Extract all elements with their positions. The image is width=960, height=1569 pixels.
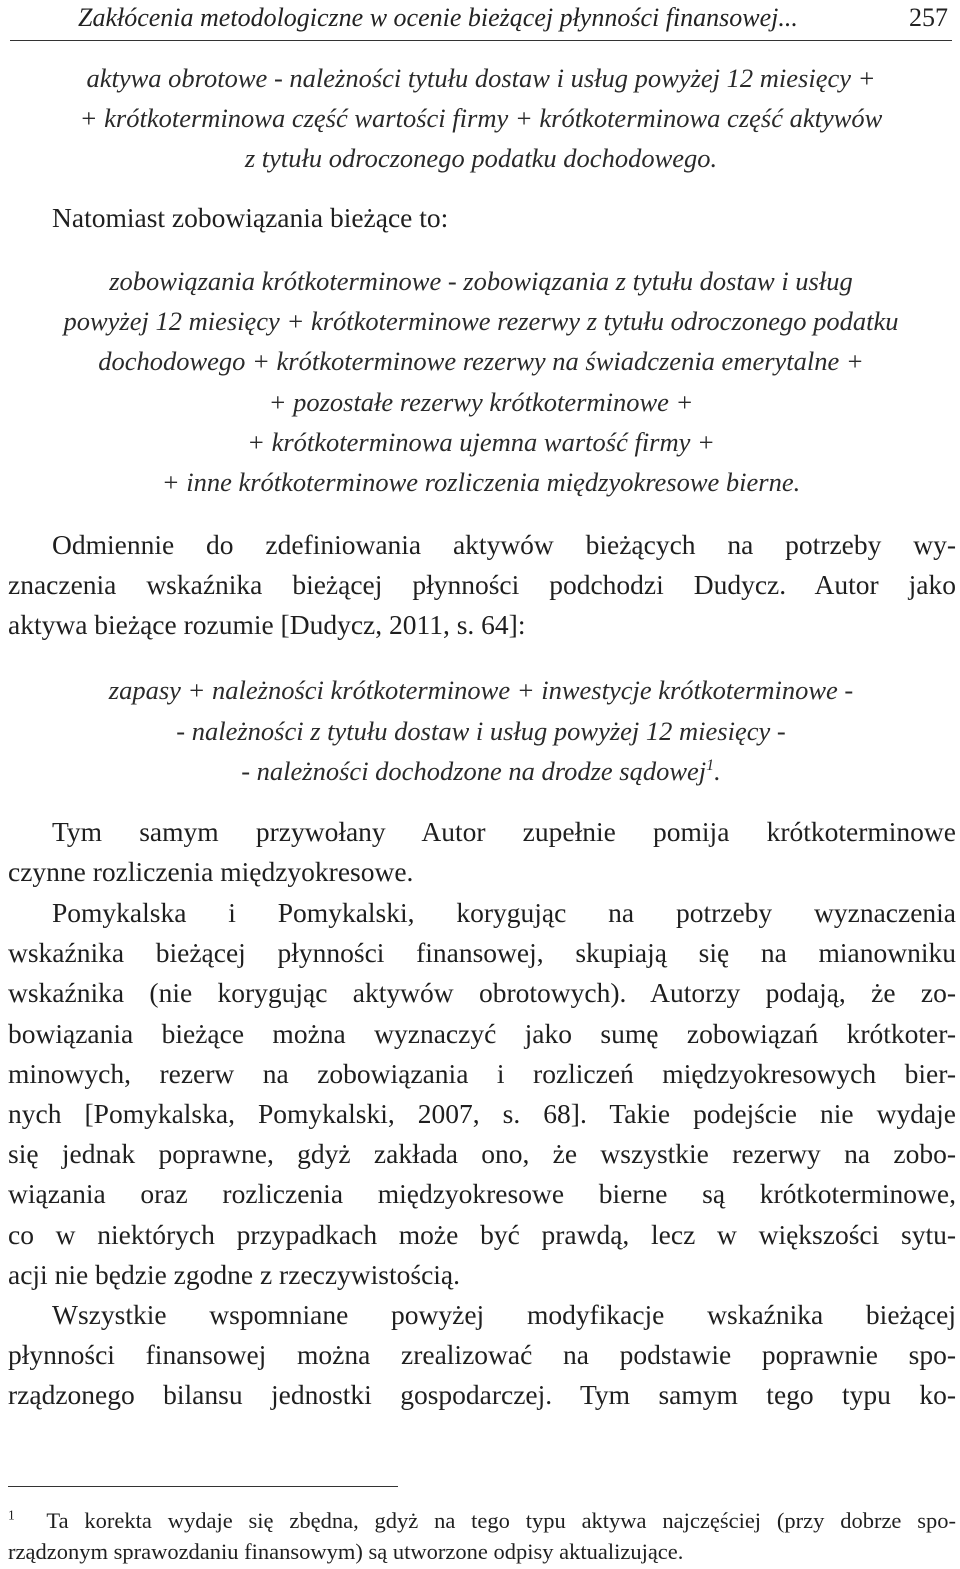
footnote-line: rządzonym sprawozdaniu finansowym) są utworzone odpisy aktualizujące.: [8, 1539, 684, 1564]
formula-line-text: - należności dochodzone na drodze sądowej: [241, 756, 707, 786]
formula-line: zobowiązania krótkoterminowe - zobowiązania z tytułu dostaw i usług: [109, 266, 853, 296]
paragraph-line: czynne rozliczenia międzyokresowe.: [8, 856, 414, 888]
paragraph-line: wskaźnika bieżącej płynności finansowej, skupiają się na mianowniku: [8, 937, 956, 969]
formula-current-assets: [10, 58, 952, 178]
footnote-number: 1: [8, 1507, 15, 1523]
running-header: [10, 0, 952, 41]
paragraph-line: rządzonego bilansu jednostki gospodarczej. Tym samym tego typu ko-: [8, 1379, 956, 1411]
formula-line: - należności z tytułu dostaw i usług powyżej 12 miesięcy -: [176, 715, 786, 746]
paragraph-line: co w niektórych przypadkach może być prawdą, lecz w większości sytu-: [8, 1218, 956, 1250]
formula-line: [10, 751, 952, 792]
formula-line: dochodowego + krótkoterminowe rezerwy na świadczenia emerytalne +: [98, 346, 864, 377]
paragraph-line: płynności finansowej można zrealizować na podstawie poprawnie spo-: [8, 1339, 956, 1371]
paragraph-line: nych [Pomykalska, Pomykalski, 2007, s. 68]. Takie podejście nie wydaje: [8, 1097, 956, 1129]
paragraph-line: Natomiast zobowiązania bieżące to:: [52, 202, 449, 233]
running-header-title: Zakłócenia metodologiczne w ocenie bieżącej płynności finansowej...: [78, 3, 798, 32]
page-number: 257: [909, 3, 948, 32]
paragraph-line: aktywa bieżące rozumie [Dudycz, 2011, s. 64]:: [8, 609, 526, 641]
formula-current-liabilities: [10, 261, 952, 502]
footnote-separator: [8, 1486, 398, 1487]
footnote-reference[interactable]: 1: [706, 757, 715, 775]
paragraph-line: wiązania oraz rozliczenia międzyokresowe bierne są krótkoterminowe,: [8, 1178, 956, 1210]
paragraph-line: minowych, rezerw na zobowiązania i rozliczeń międzyokresowych bier-: [8, 1057, 956, 1089]
formula-line: + krótkoterminowa ujemna wartość firmy +: [247, 426, 715, 457]
paragraph-liabilities-intro: [8, 198, 956, 238]
formula-line: aktywa obrotowe - należności tytułu dostaw i usług powyżej 12 miesięcy +: [86, 63, 876, 93]
formula-line: z tytułu odroczonego podatku dochodowego.: [244, 143, 718, 173]
formula-line: + inne krótkoterminowe rozliczenia międzyokresowe bierne.: [161, 467, 801, 498]
paragraph-line: znaczenia wskaźnika bieżącej płynności podchodzi Dudycz. Autor jako: [8, 569, 956, 601]
paragraph-line: Wszystkie wspomniane powyżej modyfikacje wskaźnika bieżącej: [52, 1299, 956, 1330]
paragraph-dudycz: [8, 525, 956, 646]
formula-line: + pozostałe rezerwy krótkoterminowe +: [268, 386, 694, 417]
paragraph-line: Pomykalska i Pomykalski, korygując na potrzeby wyznaczenia: [52, 897, 956, 928]
formula-dudycz-assets: [10, 670, 952, 792]
paragraph-line: acji nie będzie zgodne z rzeczywistością.: [8, 1258, 460, 1290]
formula-line: zapasy + należności krótkoterminowe + inwestycje krótkoterminowe -: [108, 675, 854, 705]
footnote: [8, 1505, 956, 1567]
paragraph-wszystkie: [8, 1295, 956, 1416]
paragraph-line: się jednak poprawne, gdyż zakłada ono, że wszystkie rezerwy na zobo-: [8, 1138, 956, 1170]
paragraph-line: Odmiennie do zdefiniowania aktywów bieżących na potrzeby wy-: [52, 529, 956, 560]
formula-line: + krótkoterminowa część wartości firmy + krótkoterminowa część aktywów: [79, 103, 883, 133]
paragraph-line: bowiązania bieżące można wyznaczyć jako sumę zobowiązań krótkoter-: [8, 1017, 956, 1049]
formula-line-tail: .: [714, 756, 721, 786]
footnote-line: [8, 1505, 956, 1536]
paragraph-pomija: [8, 812, 956, 892]
formula-line: powyżej 12 miesięcy + krótkoterminowe rezerwy z tytułu odroczonego podatku: [63, 306, 899, 337]
footnote-text: Ta korekta wydaje się zbędna, gdyż na tego typu aktywa najczęściej (przy dobrze spo-: [46, 1508, 956, 1533]
paragraph-line: Tym samym przywołany Autor zupełnie pomija krótkoterminowe: [52, 816, 956, 847]
paragraph-line: wskaźnika (nie korygując aktywów obrotowych). Autorzy podają, że zo-: [8, 977, 956, 1009]
paragraph-pomykalska: [8, 893, 956, 1295]
